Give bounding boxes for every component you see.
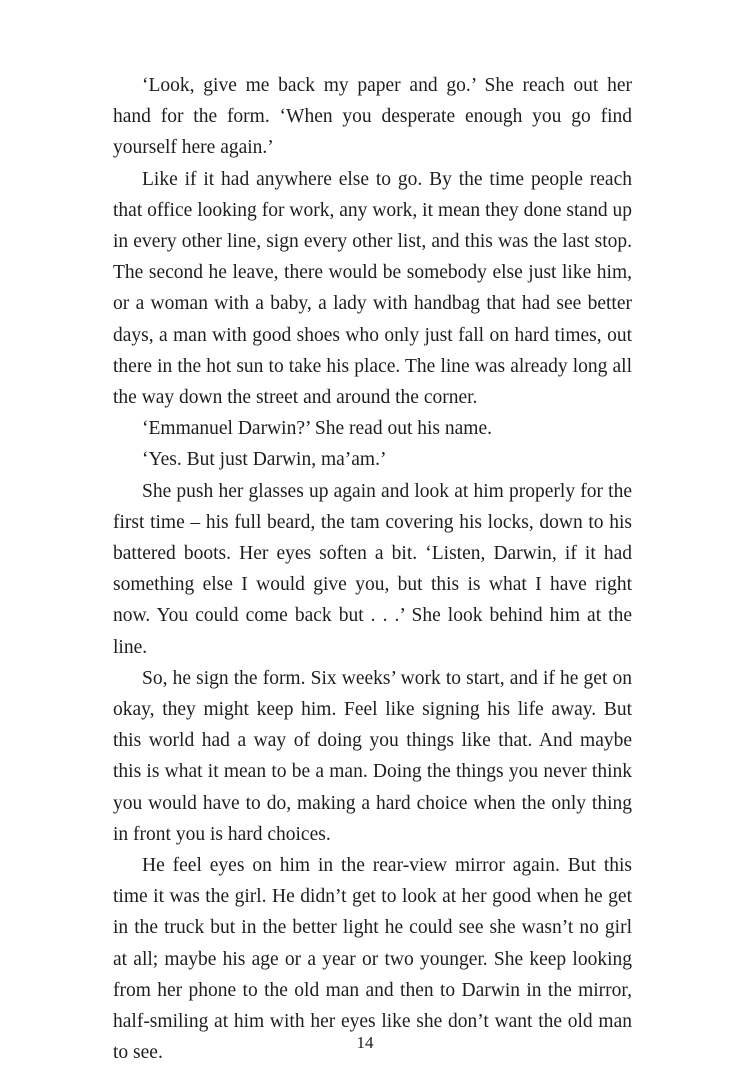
page-number: 14 bbox=[356, 1033, 374, 1052]
paragraph: ‘Emmanuel Darwin?’ She read out his name. bbox=[142, 418, 492, 440]
paragraph: So, he sign the form. Six weeks’ work to start, and if he get on okay, they might keep him. Feel like signing his life away. But this world had a way of doing you things like that. And maybe this is what it mean to be a man. Doing the things you never think you would have to do, making a hard choice when the only thing in front you is hard choices. bbox=[113, 667, 632, 845]
paragraph: He feel eyes on him in the rear-view mirror again. But this time it was the girl. He didn’t get to look at her good when he get in the truck but in the better light he could see she wasn’t no girl at all; maybe his age or a year or two younger. She keep looking from her phone to the old man and then to Darwin in the mirror, half-smiling at him with her eyes like she don’t want the old man to see. bbox=[113, 855, 632, 1064]
paragraph: ‘Yes. But just Darwin, ma’am.’ bbox=[142, 449, 387, 471]
paragraph: Like if it had anywhere else to go. By the time people reach that office looking for work, any work, it mean they done stand up in every other line, sign every other list, and this was the last stop. The second he leave, there would be somebody else just like him, or a woman with a baby, a lady with handbag that had see better days, a man with good shoes who only just fall on hard times, out there in the hot sun to take his place. The line was already long all the way down the street and around the corner. bbox=[113, 168, 632, 409]
paragraph: ‘Look, give me back my paper and go.’ She reach out her hand for the form. ‘When you desperate enough you go find yourself here again.’ bbox=[113, 75, 632, 159]
page-body bbox=[113, 70, 632, 1069]
paragraph: She push her glasses up again and look at him properly for the first time – his full beard, the tam covering his locks, down to his battered boots. Her eyes soften a bit. ‘Listen, Darwin, if it had something else I would give you, but this is what I have right now. You could come back but . . .’ She look behind him at the line. bbox=[113, 480, 632, 658]
